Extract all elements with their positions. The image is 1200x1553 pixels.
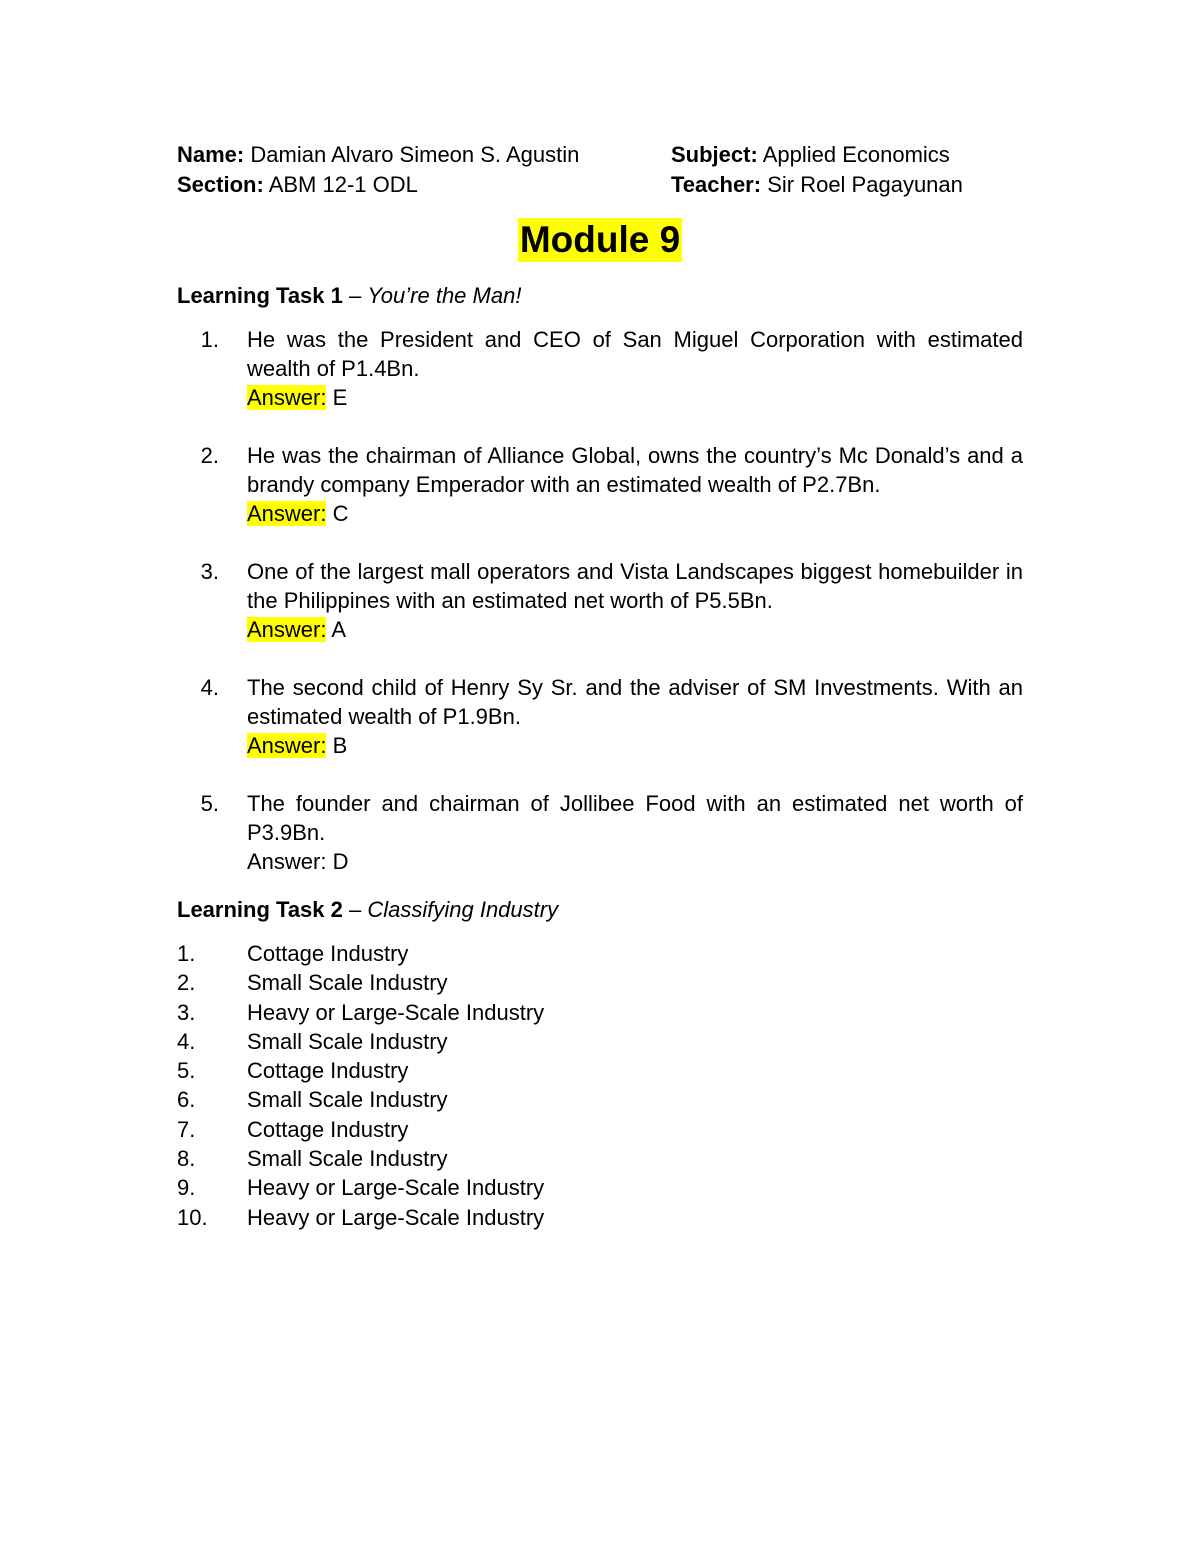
header-row-2 — [177, 170, 1037, 200]
classification-item — [177, 1027, 877, 1056]
classification-text: Heavy or Large-Scale Industry — [247, 1204, 545, 1230]
classification-text: Small Scale Industry — [247, 970, 448, 996]
question-body — [247, 441, 1023, 528]
classification-item — [177, 998, 877, 1027]
question-number-cell — [177, 441, 247, 528]
teacher-field — [671, 170, 963, 200]
classification-number-cell — [177, 1056, 247, 1085]
classification-text: Small Scale Industry — [247, 1028, 448, 1054]
title-container — [0, 218, 1200, 262]
task1-question-list — [177, 325, 1025, 905]
question-number: 5. — [200, 791, 219, 816]
answer-line — [247, 499, 1023, 528]
classification-text: Cottage Industry — [247, 1058, 409, 1084]
classification-number-cell — [177, 998, 247, 1027]
classification-item — [177, 1203, 877, 1232]
classification-text: Small Scale Industry — [247, 1087, 448, 1113]
question-number-cell — [177, 325, 247, 412]
name-value: Damian Alvaro Simeon S. Agustin — [250, 142, 580, 167]
classification-number: 9. — [177, 1175, 196, 1201]
classification-text: Heavy or Large-Scale Industry — [247, 1175, 545, 1201]
classification-number: 7. — [177, 1116, 196, 1142]
question-body — [247, 673, 1023, 760]
classification-number: 8. — [177, 1146, 196, 1172]
subject-label: Subject: — [671, 142, 758, 167]
question-item — [177, 325, 1025, 412]
classification-text: Cottage Industry — [247, 1116, 409, 1142]
classification-text: Heavy or Large-Scale Industry — [247, 999, 545, 1025]
task1-title: You’re the Man! — [367, 283, 522, 308]
student-info-header — [177, 140, 1037, 200]
question-number-cell — [177, 557, 247, 644]
question-text: He was the President and CEO of San Miguel Corporation with estimated wealth of P1.4Bn. — [247, 327, 1023, 381]
classification-number-cell — [177, 1203, 247, 1232]
task1-heading — [177, 281, 521, 311]
answer-value: B — [326, 733, 348, 758]
classification-item — [177, 1056, 877, 1085]
task2-answer-list — [177, 939, 877, 1232]
question-text: He was the chairman of Alliance Global, owns the country’s Mc Donald’s and a brandy company Emperador with an estimated wealth of P2.7Bn. — [247, 443, 1023, 497]
answer-line — [247, 383, 1023, 412]
question-number: 3. — [200, 559, 219, 584]
classification-number-cell — [177, 939, 247, 968]
question-item — [177, 441, 1025, 528]
classification-number: 5. — [177, 1058, 196, 1084]
classification-item — [177, 1144, 877, 1173]
classification-number-cell — [177, 1085, 247, 1114]
section-field — [177, 170, 671, 200]
classification-number: 1. — [177, 941, 196, 966]
task2-dash: – — [342, 897, 368, 922]
teacher-value: Sir Roel Pagayunan — [767, 172, 963, 197]
page-title: Module 9 — [519, 219, 681, 260]
answer-label: Answer: — [247, 849, 327, 874]
task2-heading — [177, 895, 558, 925]
classification-number-cell — [177, 968, 247, 997]
classification-number-cell — [177, 1027, 247, 1056]
classification-number-cell — [177, 1173, 247, 1202]
classification-item — [177, 968, 877, 997]
question-text: One of the largest mall operators and Vista Landscapes biggest homebuilder in the Philippines with an estimated net worth of P5.5Bn. — [247, 559, 1023, 613]
task2-label: Learning Task 2 — [177, 897, 343, 922]
subject-field — [671, 140, 950, 170]
header-row-1 — [177, 140, 1037, 170]
task2-title: Classifying Industry — [367, 897, 559, 922]
answer-value: E — [326, 385, 348, 410]
answer-value: C — [326, 501, 349, 526]
question-text: The founder and chairman of Jollibee Food with an estimated net worth of P3.9Bn. — [247, 791, 1023, 845]
question-body — [247, 789, 1023, 876]
question-body — [247, 325, 1023, 412]
classification-number-cell — [177, 1144, 247, 1173]
name-field — [177, 140, 671, 170]
name-label: Name: — [177, 142, 245, 167]
answer-line — [247, 731, 1023, 760]
classification-item — [177, 1085, 877, 1114]
question-text: The second child of Henry Sy Sr. and the adviser of SM Investments. With an estimated wealth of P1.9Bn. — [247, 675, 1023, 729]
section-value: ABM 12-1 ODL — [268, 172, 418, 197]
answer-line — [247, 615, 1023, 644]
classification-text: Cottage Industry — [247, 941, 409, 966]
classification-item — [177, 1115, 877, 1144]
answer-label: Answer: — [247, 733, 327, 758]
answer-value: D — [326, 849, 349, 874]
subject-value: Applied Economics — [762, 142, 950, 167]
question-number-cell — [177, 789, 247, 876]
classification-text: Small Scale Industry — [247, 1146, 448, 1172]
classification-number: 3. — [177, 999, 196, 1025]
classification-number: 4. — [177, 1028, 196, 1054]
question-number: 4. — [200, 675, 219, 700]
classification-item — [177, 1173, 877, 1202]
classification-item — [177, 939, 877, 968]
classification-number-cell — [177, 1115, 247, 1144]
teacher-label: Teacher: — [671, 172, 762, 197]
task1-dash: – — [342, 283, 368, 308]
classification-number: 6. — [177, 1087, 196, 1113]
question-number: 1. — [200, 327, 219, 352]
answer-label: Answer: — [247, 617, 327, 642]
classification-number: 2. — [177, 970, 196, 996]
question-item — [177, 673, 1025, 760]
question-item — [177, 557, 1025, 644]
answer-label: Answer: — [247, 385, 327, 410]
classification-number: 10. — [177, 1204, 208, 1230]
answer-value: A — [326, 617, 347, 642]
answer-label: Answer: — [247, 501, 327, 526]
section-label: Section: — [177, 172, 264, 197]
question-item — [177, 789, 1025, 876]
question-body — [247, 557, 1023, 644]
question-number: 2. — [200, 443, 219, 468]
answer-line — [247, 847, 1023, 876]
task1-label: Learning Task 1 — [177, 283, 343, 308]
question-number-cell — [177, 673, 247, 760]
